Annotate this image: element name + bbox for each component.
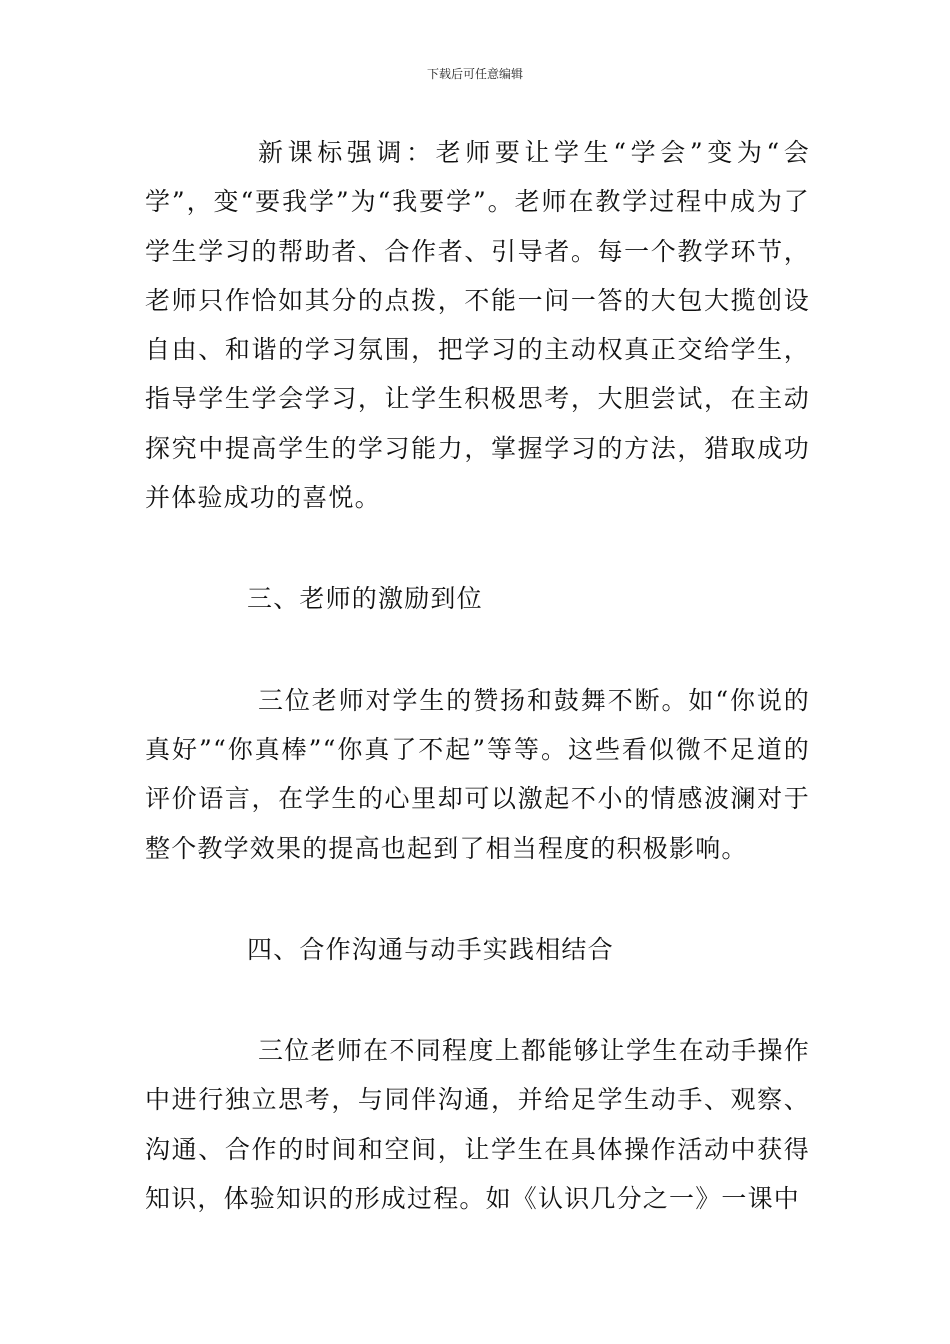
heading-spacer: [145, 974, 810, 1026]
section-heading-3: 三、老师的激励到位: [247, 584, 483, 614]
paragraph-spacer: [145, 522, 810, 574]
paragraph-cooperation: 三位老师在不同程度上都能够让学生在动手操作中进行独立思考，与同伴沟通，并给足学生动手、观察、沟通、合作的时间和空间，让学生在具体操作活动中获得知识，体验知识的形成过程。如《认识几分之一》一课中: [145, 1036, 810, 1214]
page-header: 下载后可任意编辑: [426, 67, 523, 81]
paragraph-spacer: [145, 873, 810, 925]
heading-spacer: [145, 624, 810, 676]
paragraph-encouragement: 三位老师对学生的赞扬和鼓舞不断。如“你说的真好”“你真棒”“你真了不起”等等。这些看似微不足道的评价语言，在学生的心里却可以激起不小的情感波澜对于整个教学效果的提高也起到了相当程度的积极影响。: [145, 685, 810, 863]
document-body: [145, 128, 810, 1223]
section-heading-4: 四、合作沟通与动手实践相结合: [247, 934, 614, 964]
paragraph-new-curriculum: 新课标强调：老师要让学生“学会”变为“会学”，变“要我学”为“我要学”。老师在教学过程中成为了学生学习的帮助者、合作者、引导者。每一个教学环节，老师只作恰如其分的点拨，不能一问一答的大包大揽创设自由、和谐的学习氛围，把学习的主动权真正交给学生，指导学生学会学习，让学生积极思考，大胆尝试，在主动探究中提高学生的学习能力，掌握学习的方法，猎取成功并体验成功的喜悦。: [145, 138, 810, 513]
